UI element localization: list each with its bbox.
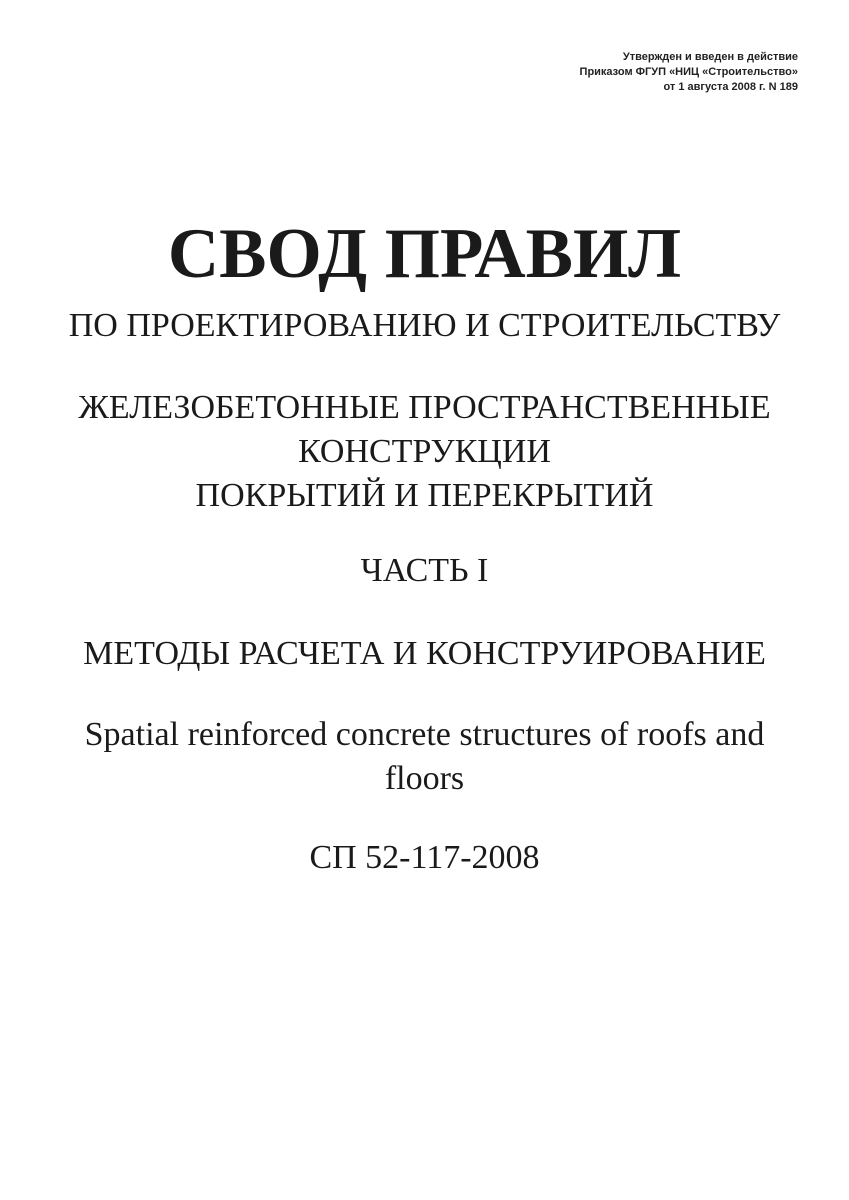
approval-line-3: от 1 августа 2008 г. N 189 — [663, 81, 798, 93]
topic-line-1: ЖЕЛЕЗОБЕТОННЫЕ ПРОСТРАНСТВЕННЫЕ — [78, 389, 771, 426]
english-title-line-1: Spatial reinforced concrete structures of roofs and — [84, 716, 765, 753]
approval-line-2: Приказом ФГУП «НИЦ «Строительство» — [579, 66, 798, 78]
approval-line-1: Утвержден и введен в действие — [622, 51, 798, 63]
document-title: СВОД ПРАВИЛ — [167, 215, 682, 293]
topic-line-2: КОНСТРУКЦИИ — [298, 433, 551, 470]
approval-note — [580, 50, 798, 95]
document-subtitle: ПО ПРОЕКТИРОВАНИЮ И СТРОИТЕЛЬСТВУ — [68, 307, 781, 344]
part-label: ЧАСТЬ I — [360, 552, 489, 589]
document-topic — [0, 386, 849, 518]
english-title-line-2: floors — [384, 760, 465, 797]
english-title — [40, 713, 809, 801]
methods-heading: МЕТОДЫ РАСЧЕТА И КОНСТРУИРОВАНИЕ — [83, 635, 766, 672]
topic-line-3: ПОКРЫТИЙ И ПЕРЕКРЫТИЙ — [195, 477, 654, 514]
document-code: СП 52-117-2008 — [309, 839, 540, 876]
